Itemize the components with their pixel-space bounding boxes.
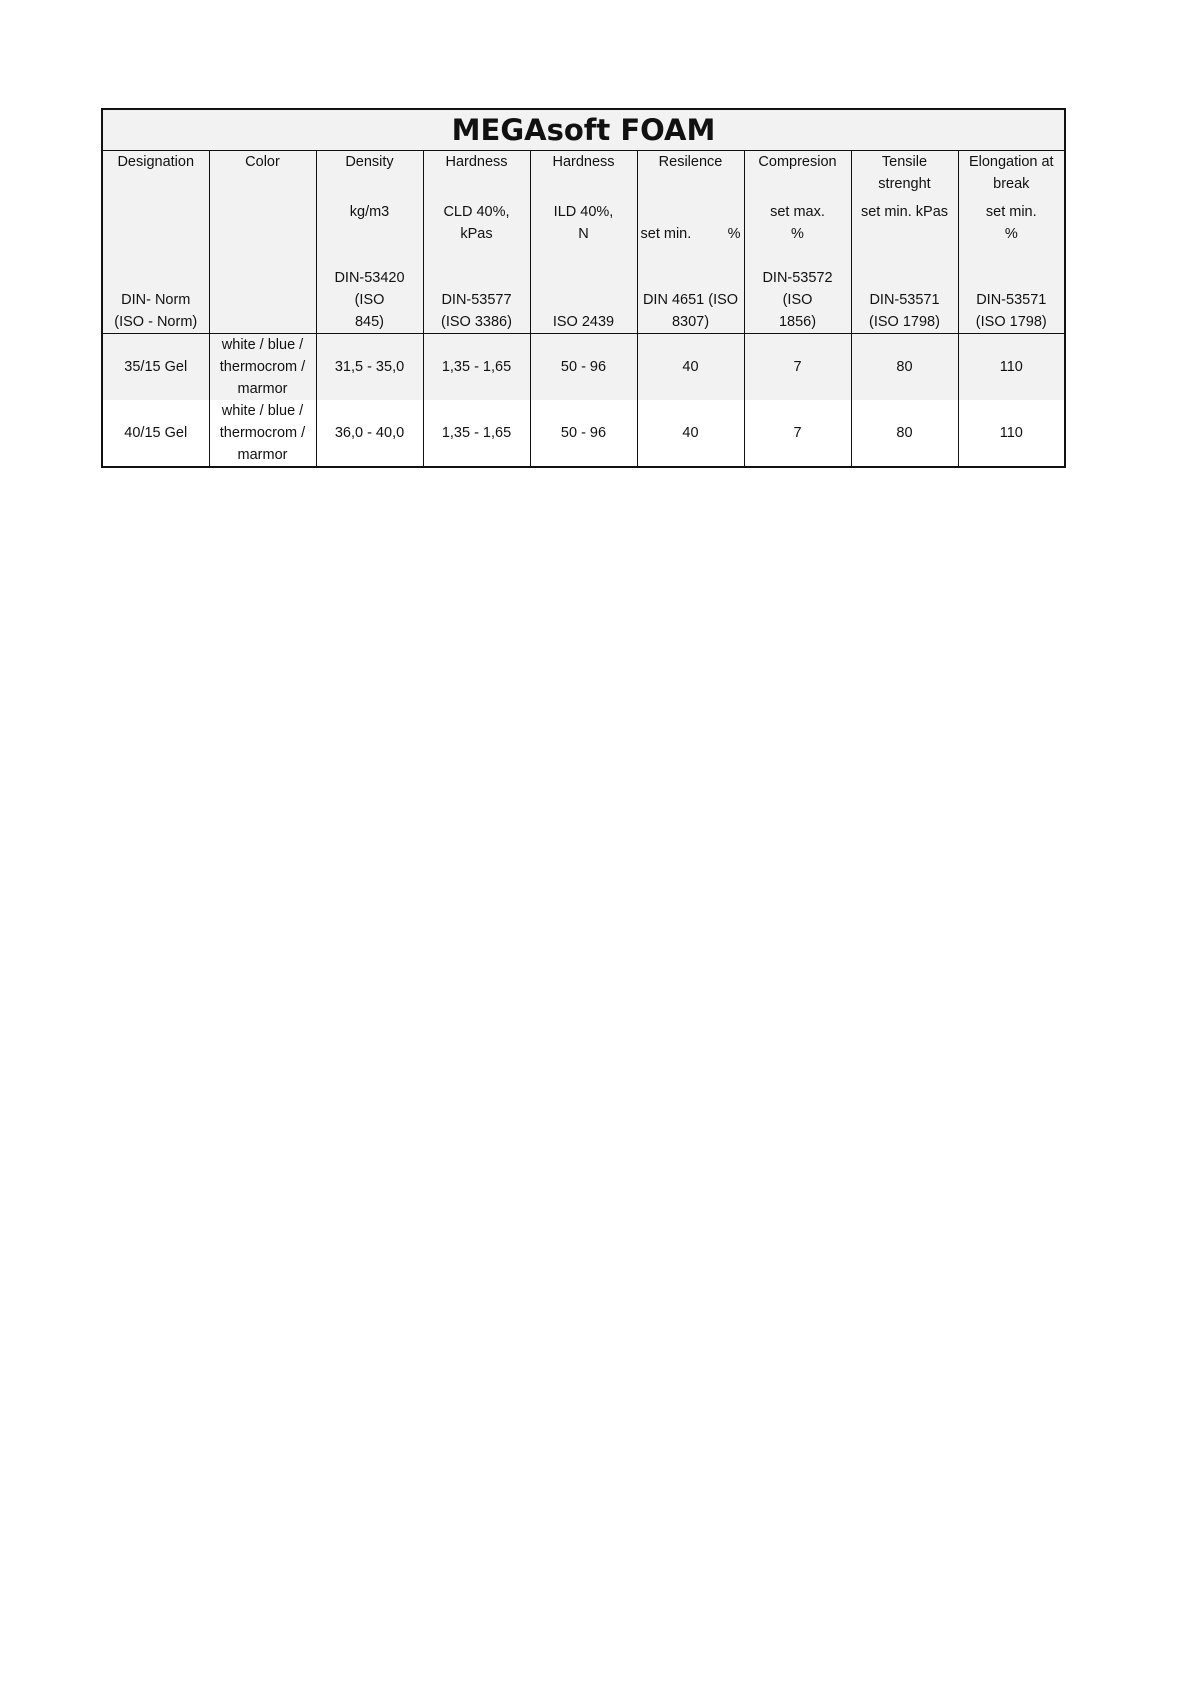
header-compression: Compresion bbox=[744, 151, 851, 202]
unit-elongation: set min. % bbox=[958, 201, 1065, 267]
cell-elongation: 110 bbox=[958, 334, 1065, 401]
table-row bbox=[102, 400, 1065, 467]
header-norms-row bbox=[102, 267, 1065, 334]
norm-hardness-cld: DIN-53577 (ISO 3386) bbox=[423, 267, 530, 334]
norm-elongation: DIN-53571 (ISO 1798) bbox=[958, 267, 1065, 334]
norm-hardness-ild: ISO 2439 bbox=[530, 267, 637, 334]
norm-density: DIN-53420 (ISO 845) bbox=[316, 267, 423, 334]
header-color: Color bbox=[209, 151, 316, 202]
cell-tensile: 80 bbox=[851, 334, 958, 401]
unit-density: kg/m3 bbox=[316, 201, 423, 267]
cell-elongation: 110 bbox=[958, 400, 1065, 467]
cell-resilience: 40 bbox=[637, 334, 744, 401]
header-resilience: Resilence bbox=[637, 151, 744, 202]
norm-designation: DIN- Norm (ISO - Norm) bbox=[102, 267, 209, 334]
header-hardness-ild: Hardness bbox=[530, 151, 637, 202]
unit-hardness-cld: CLD 40%, kPas bbox=[423, 201, 530, 267]
norm-compression: DIN-53572 (ISO 1856) bbox=[744, 267, 851, 334]
header-hardness-cld: Hardness bbox=[423, 151, 530, 202]
cell-tensile: 80 bbox=[851, 400, 958, 467]
unit-resilience-label: set min. bbox=[640, 226, 692, 242]
table-row bbox=[102, 334, 1065, 401]
megasoft-foam-spec-table bbox=[101, 108, 1066, 468]
cell-hardness-cld: 1,35 - 1,65 bbox=[423, 334, 530, 401]
norm-tensile: DIN-53571 (ISO 1798) bbox=[851, 267, 958, 334]
header-units-row bbox=[102, 201, 1065, 267]
cell-compression: 7 bbox=[744, 400, 851, 467]
cell-hardness-cld: 1,35 - 1,65 bbox=[423, 400, 530, 467]
cell-hardness-ild: 50 - 96 bbox=[530, 334, 637, 401]
cell-hardness-ild: 50 - 96 bbox=[530, 400, 637, 467]
cell-color: white / blue / thermocrom / marmor bbox=[209, 400, 316, 467]
norm-resilience: DIN 4651 (ISO 8307) bbox=[637, 267, 744, 334]
table-title: MEGAsoft FOAM bbox=[102, 109, 1065, 151]
unit-resilience-percent: % bbox=[727, 226, 741, 242]
header-density: Density bbox=[316, 151, 423, 202]
norm-color bbox=[209, 267, 316, 334]
cell-designation: 40/15 Gel bbox=[102, 400, 209, 467]
header-elongation: Elongation at break bbox=[958, 151, 1065, 202]
header-names-row bbox=[102, 151, 1065, 202]
unit-compression: set max. % bbox=[744, 201, 851, 267]
cell-density: 36,0 - 40,0 bbox=[316, 400, 423, 467]
unit-hardness-ild: ILD 40%, N bbox=[530, 201, 637, 267]
cell-designation: 35/15 Gel bbox=[102, 334, 209, 401]
unit-designation bbox=[102, 201, 209, 267]
unit-tensile: set min. kPas bbox=[851, 201, 958, 267]
unit-color bbox=[209, 201, 316, 267]
cell-resilience: 40 bbox=[637, 400, 744, 467]
unit-resilience bbox=[637, 201, 744, 267]
header-tensile: Tensile strenght bbox=[851, 151, 958, 202]
cell-compression: 7 bbox=[744, 334, 851, 401]
cell-color: white / blue / thermocrom / marmor bbox=[209, 334, 316, 401]
header-designation: Designation bbox=[102, 151, 209, 202]
cell-density: 31,5 - 35,0 bbox=[316, 334, 423, 401]
